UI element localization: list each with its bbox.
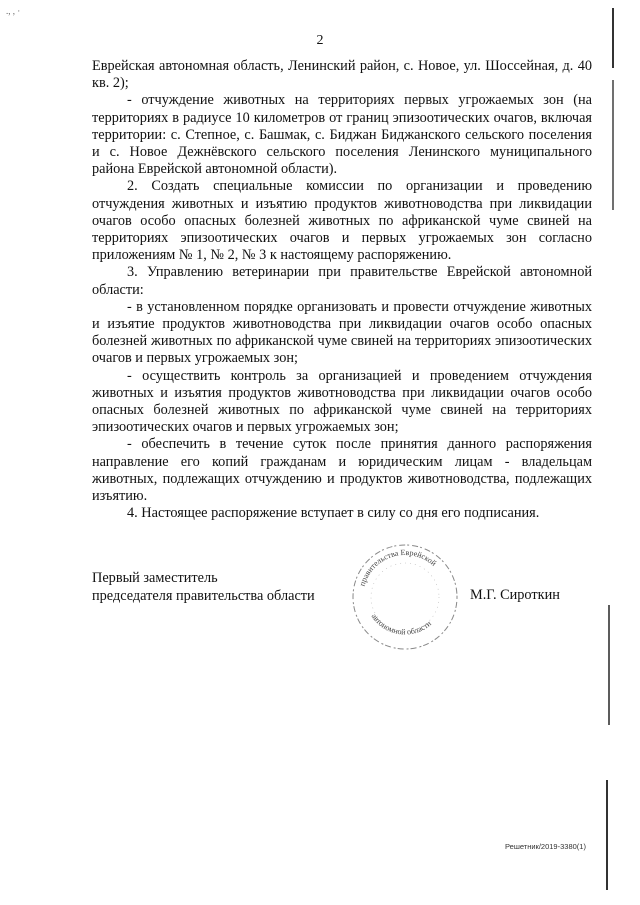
svg-text:автономной области bbox=[370, 612, 434, 637]
scan-edge-line bbox=[612, 8, 614, 68]
document-body bbox=[92, 58, 592, 522]
signatory-position-line1: Первый заместитель bbox=[92, 570, 218, 586]
signatory-position bbox=[92, 570, 315, 605]
stamp-text-bottom: автономной области bbox=[369, 612, 434, 637]
paragraph: - отчуждение животных на территориях первых угрожаемых зон (на территориях в радиусе 10 километров от границ эпизоотических очагов, включая территории: с. Степное, с. Башмак, с. Биджан Биджанского сельского поселения и с. Новое Дежнёвского сельского поселения Ленинского муниципального района Еврейской автономной области). bbox=[92, 92, 592, 178]
paragraph: - осуществить контроль за организацией и проведением отчуждения животных и изъятия продуктов животноводства при ликвидации очагов особо опасных болезней животных по африканской чуме свиней на территориях эпизоотических очагов и первых угрожаемых зон; bbox=[92, 367, 592, 436]
document-code: Решетник/2019-3380(1) bbox=[505, 842, 586, 851]
page-number: 2 bbox=[316, 33, 324, 48]
scan-artifact: ., , · bbox=[6, 6, 21, 16]
paragraph: 3. Управлению ветеринарии при правительстве Еврейской автономной области: bbox=[92, 264, 592, 298]
signatory-position-line2: председателя правительства области bbox=[92, 587, 315, 604]
stamp-text-top: правительства Еврейской bbox=[357, 547, 439, 588]
signatory-name: М.Г. Сироткин bbox=[470, 587, 560, 603]
official-stamp bbox=[345, 535, 465, 655]
scan-edge-line bbox=[612, 80, 614, 210]
paragraph: Еврейская автономная область, Ленинский район, с. Новое, ул. Шоссейная, д. 40 кв. 2); bbox=[92, 58, 592, 92]
paragraph: 4. Настоящее распоряжение вступает в силу со дня его подписания. bbox=[127, 505, 540, 522]
paragraph: 2. Создать специальные комиссии по организации и проведению отчуждения животных и изъятию продуктов животноводства при ликвидации очагов особо опасных болезней животных по африканской чуме свиней на территориях эпизоотических очагов и первых угрожаемых зон согласно приложениям № 1, № 2, № 3 к настоящему распоряжению. bbox=[92, 178, 592, 264]
paragraph: - обеспечить в течение суток после принятия данного распоряжения направление его копий гражданам и юридическим лицам - владельцам животных, подлежащих отчуждению и продуктов животноводства, подлежащих изъятию. bbox=[92, 436, 592, 505]
svg-text:правительства Еврейской bbox=[358, 548, 439, 587]
scan-edge-line bbox=[606, 780, 608, 890]
scan-edge-line bbox=[608, 605, 610, 725]
paragraph: - в установленном порядке организовать и провести отчуждение животных и изъятие продуктов животноводства при ликвидации очагов особо опасных болезней животных по африканской чуме свиней на территориях эпизоотических очагов и первых угрожаемых зон; bbox=[92, 298, 592, 367]
